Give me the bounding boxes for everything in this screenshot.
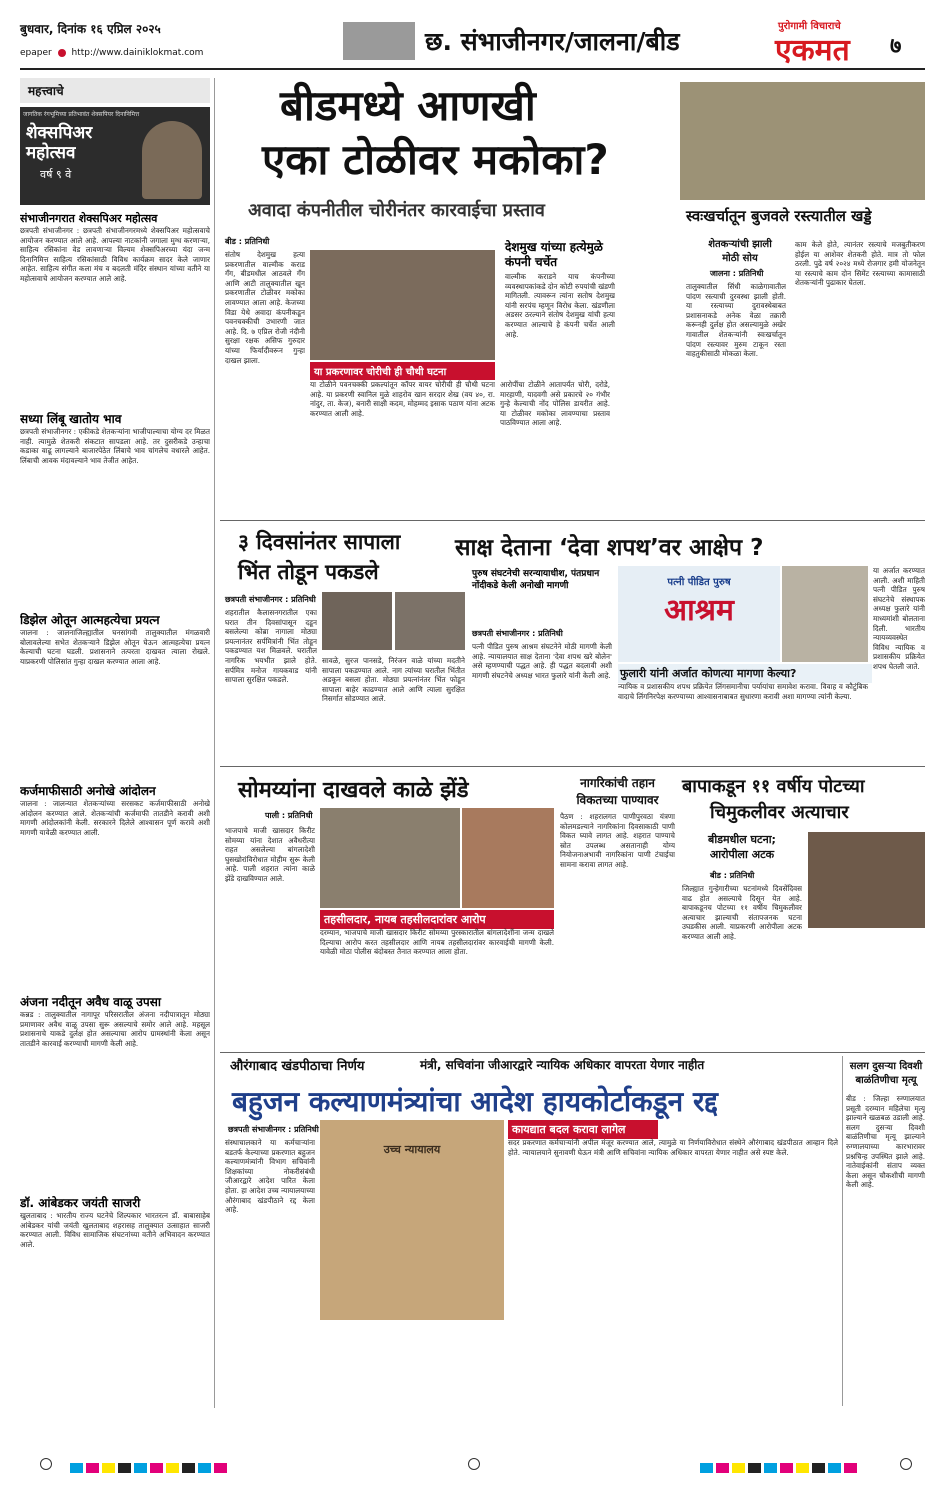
header-epaper[interactable] bbox=[20, 48, 203, 58]
pit-title-2: भिंत तोडून पकडले bbox=[238, 560, 379, 584]
lead-col-2: या टोळीने पवनचक्की प्रकल्पांतून कॉपर वायर चोरीची ही चौथी घटना आहे. या प्रकरणी स्वानिल मुळे शाहरोव खान सरदार शेख (वय ४०, रा. नांदुर, ता. केज), बनारी साक्षी कदम, मोहम्मद इसाक पठाण यांना अटक करण्यात आली आहे. bbox=[310, 380, 495, 418]
brand-tag: पुरोगामी विचाराचे bbox=[778, 21, 841, 32]
somaiya-photo-1 bbox=[320, 808, 460, 908]
epaper-label: epaper bbox=[20, 48, 52, 58]
somaiya-col-1: भाजपाचे माजी खासदार किरीट सोमय्या यांना देशात अवैधरीत्या राहत असलेल्या बांगलादेशी घुसखोरांविरोधात मोहीम सुरू केली आहे. पाली शहरात त्यांना काळे झेंडे दाखविण्यात आले. bbox=[225, 826, 315, 883]
sidebar-item-title: कर्जमाफीसाठी अनोखे आंदोलन bbox=[20, 784, 156, 798]
lead-dateline: बीड : प्रतिनिधी bbox=[225, 237, 270, 246]
road-dateline: जालना : प्रतिनिधी bbox=[710, 269, 764, 278]
bench-label: औरंगाबाद खंडपीठाचा निर्णय bbox=[230, 1059, 365, 1074]
water-title bbox=[560, 774, 675, 808]
road-sub bbox=[690, 236, 790, 264]
father-sub-2: आरोपीला अटक bbox=[709, 848, 775, 861]
shakespeare-banner bbox=[20, 107, 210, 205]
deshmukh-title: देशमुख यांच्या हत्येमुळे कंपनी चर्चेत bbox=[505, 240, 603, 269]
bench-headline: बहुजन कल्याणमंत्र्यांचा आदेश हायकोर्टाकडून रद्द bbox=[232, 1085, 718, 1118]
lead-photo-caption: या प्रकरणावर चोरीची ही चौथी घटना bbox=[310, 362, 495, 380]
death-text: बीड : जिल्हा रुग्णालयात प्रसूती दरम्यान महिलेचा मृत्यू झाल्याने खळबळ उडाली आहे. सलग दुसऱ्या दिवशी बाळंतिणीचा मृत्यू झाल्याने रुग्णालयाच्या कारभारावर प्रश्नचिन्ह उपस्थित झाले आहे. नातेवाईकांनी संताप व्यक्त केला असून चौकशीची मागणी केली आहे. bbox=[846, 1094, 925, 1190]
death-title-2: बाळंतिणीचा मृत्यू bbox=[855, 1075, 917, 1086]
section-divider-2 bbox=[220, 766, 925, 767]
sidebar-item-title: अंजना नदीतून अवैध वाळू उपसा bbox=[20, 995, 161, 1009]
ashram-sign-line-2: आश्रम bbox=[664, 593, 734, 628]
sidebar-item-text: जालना : जालनाजिल्ह्यातील घनसांगवी तालुक्यातील मंगळवारी बोलावलेल्या सभेत शेतकऱ्याने डिझेल ओतून घेऊन आत्महत्येचा प्रयत्न केल्याची घटना घडली. प्रशासनाने तत्परता दाखवत त्याला रोखले. याप्रकरणी पोलिसांत गुन्हा दाखल करण्यात आला आहे. bbox=[20, 628, 210, 666]
lead-headline-1: बीडमध्ये आणखी bbox=[280, 81, 536, 130]
lead-headline-2: एका टोळीवर मकोका? bbox=[262, 135, 609, 184]
pit-photo-2 bbox=[395, 592, 465, 650]
registration-mark-right bbox=[900, 1458, 912, 1470]
road-sub-1: शेतकऱ्यांची झाली bbox=[708, 239, 772, 250]
bench-col-1: संस्थाचालकाने या कर्मचाऱ्यांना बडतर्फ केल्याच्या प्रकरणात बहुजन कल्याणमंत्र्यांनी विभाग सचिवांनी शिक्षकांच्या नोकरीसंबंधी जीआरद्वारे आदेश पारित केला होता. हा आदेश उच्च न्यायालयाच्या औरंगाबाद खंडपीठाने रद्द केला आहे. bbox=[225, 1138, 315, 1215]
sidebar-item-5 bbox=[20, 993, 210, 1190]
sidebar-item-4 bbox=[20, 782, 210, 989]
sidebar-item-text: कन्नड : तालुक्यातील नागापूर परिसरातील अंजना नदीपात्रातून मोठ्या प्रमाणावर अवैध वाळू उपसा सुरू असल्याचे समोर आले आहे. महसूल प्रशासनाचे याकडे दुर्लक्ष होत असल्याचा आरोप ग्रामस्थांनी केला असून तातडीने कारवाई करण्याची मागणी केली आहे. bbox=[20, 1010, 210, 1048]
court-sign: उच्च न्यायालय bbox=[383, 1143, 441, 1156]
road-sub-2: मोठी सोय bbox=[722, 253, 758, 264]
ekmat-logo: एकमत bbox=[775, 33, 850, 68]
ashram-sign-photo bbox=[618, 566, 780, 662]
header-url[interactable]: http://www.dainiklokmat.com bbox=[71, 48, 204, 58]
bench-box-title: कायद्यात बदल करावा लागेल bbox=[508, 1120, 658, 1139]
oath-col-2: न्यायिक व प्रशासकीय शपथ प्रक्रियेत लिंगसमानीचा पर्यायांचा समावेश करावा. विवाह व कौटुंबिक वादाचे लिंगनिरपेक्ष करण्याच्या आश्वासनाबाबत सुधारणा करावी अशा मागण्या त्यांनी केल्या. bbox=[618, 682, 868, 701]
lead-col-1: संतोष देशमुख हत्या प्रकरणातील वाल्मीक कराड गँग, बीडमधील आठवले गँग आणि आटी तालुक्यातील खून प्रकरणातील टोळीवर मकोका लावण्यात आला आहे. केजच्या विडा येथे अवादा कंपनीकडून पवनचक्कीची उभारणी जात आहे. दि. ७ एप्रिल रोजी नंदीनी सुरक्षा रक्षक असिफ गुरुदार यांच्या फिर्यादीवरून गुन्हा दाखल झाला. bbox=[225, 250, 305, 365]
pit-dateline: छत्रपती संभाजीनगर : प्रतिनिधी bbox=[225, 595, 316, 604]
header-divider bbox=[20, 68, 925, 70]
road-photo bbox=[680, 82, 925, 200]
sidebar-label: महत्त्वाचे bbox=[20, 78, 210, 103]
bench-col-2: सदर प्रकरणात कर्मचाऱ्यांनी अपील मंजूर करण्यात आले, त्यामुळे या निर्णयाविरोधात संस्थेने औरंगाबाद खंडपीठात आव्हान दिले होते. न्यायालयाने सुनावणी घेऊन मंत्री आणि सचिवांना न्यायिक अधिकार वापरता येणार नाहीत असे स्पष्ट केले. bbox=[508, 1138, 838, 1157]
father-title-1: बापाकडून ११ वर्षीय पोटच्या bbox=[682, 776, 865, 797]
sidebar-item-3 bbox=[20, 611, 210, 778]
lead-photo bbox=[310, 250, 495, 360]
banner-title: शेक्सपिअर महोत्सव bbox=[26, 123, 93, 163]
section-divider-3 bbox=[220, 1052, 925, 1053]
registration-mark-center bbox=[468, 1458, 480, 1470]
road-title: स्वःखर्चातून बुजवले रस्त्यातील खड्डे bbox=[686, 207, 872, 225]
ashram-sign-line-1: पत्नी पीडित पुरुष bbox=[667, 577, 731, 588]
father-photo bbox=[808, 832, 925, 928]
oath-col-1: पत्नी पीडित पुरुष आश्रम संघटनेने मोठी मागणी केली आहे. न्यायालयात साक्ष देताना 'देवा शपथ खरे बोलेन' असे म्हणण्याची पद्धत आहे. ही पद्धत बदलावी अशी मागणी संघटनेचे अध्यक्ष भारत फुलारे यांनी केली आहे. bbox=[472, 642, 612, 680]
page-number: ७ bbox=[890, 34, 902, 59]
pit-col-2: सावळे, सुरज पानसडे, निरंजन वाळे यांच्या मदतीने सापाला पकडण्यात आले. नाग त्यांच्या घरातील भिंतीत अडकून बसला होता. मोठ्या प्रयत्नांनंतर भिंत फोडून सापाला बाहेर काढण्यात आले आणि त्याला सुरक्षित निसर्गात सोडण्यात आले. bbox=[322, 656, 465, 704]
registration-bar-left bbox=[70, 1458, 230, 1477]
death-title-1: सलग दुसऱ्या दिवशी bbox=[849, 1061, 923, 1072]
sidebar-item-title: डॉ. आंबेडकर जयंती साजरी bbox=[20, 1196, 141, 1210]
registration-mark-left bbox=[40, 1458, 52, 1470]
father-dateline: बीड : प्रतिनिधी bbox=[710, 871, 755, 880]
father-sub bbox=[682, 832, 802, 862]
father-sub-1: बीडमधील घटना; bbox=[708, 833, 776, 846]
edition-title: छ. संभाजीनगर/जालना/बीड bbox=[425, 27, 680, 56]
sidebar-item-text: छत्रपती संभाजीनगर : छत्रपती संभाजीनगरमध्ये शेक्सपिअर महोत्सवाचे आयोजन करण्यात आले आहे. आपल्या नाटकांनी जगाला मुग्ध करणाऱ्या, साहित्य रसिकांना वेड लावणाऱ्या विल्यम शेक्सपिअरच्या यंदा जन्म दिनानिमित्त साहित्य रसिकांसाठी विविध कार्यक्रम सादर केले जाणार आहेत. साहित्य संगीत कला मंच व बदलती मंदिर संस्थान यांच्या वतीने या महोत्सवाचे आयोजन करण्यात आले आहे. bbox=[20, 226, 210, 283]
sidebar-item-1 bbox=[20, 211, 210, 406]
bench-dateline: छत्रपती संभाजीनगर : प्रतिनिधी bbox=[228, 1125, 319, 1134]
father-text: जिल्ह्यात गुन्हेगारीच्या घटनांमध्ये दिवसेंदिवस वाढ होत असल्याचे दिसून येत आहे. बापाकडूनच पोटच्या ११ वर्षीय चिमुकलीवर अत्याचार झाल्याची संतापजनक घटना उघडकीस आली. याप्रकरणी आरोपीला अटक करण्यात आली आहे. bbox=[682, 884, 802, 941]
sidebar-divider bbox=[214, 78, 215, 1408]
registration-bar-right bbox=[700, 1458, 860, 1477]
sidebar-item-text: छत्रपती संभाजीनगर : एकीकडे शेतकऱ्यांना भाजीपाल्याचा योग्य दर मिळत नाही. त्यामुळे शेतकरी संकटात सापडला आहे. तर दुसरीकडे उन्हाचा कडाका वाढू लागल्याने बाजारपेठेत लिंबाचे भाव चांगलेच वधारले आहेत. लिंबाची आवक मंदावल्याने भाव तेजीत आहेत. bbox=[20, 427, 210, 465]
death-title bbox=[846, 1060, 926, 1088]
somaiya-dateline: पाली : प्रतिनिधी bbox=[265, 811, 313, 820]
pit-photo-1 bbox=[322, 592, 392, 650]
oath-caption: फुलारी यांनी अर्जात कोणत्या मागणा केल्या? bbox=[618, 664, 872, 683]
lead-col-3: आरोपींचा टोळीने आतापर्यंत चोरी, दरोडे, मारहाणी, यादवगी असे प्रकारचे २० गंभीर गुन्हे केल्याची नोंद पोलिस डायरीत आहे. या टोळीवर मकोका लावण्याचा प्रस्ताव पाठविण्यात आला आहे. bbox=[500, 380, 610, 428]
sidebar-item-6 bbox=[20, 1194, 210, 1361]
somaiya-caption: तहसीलदार, नायब तहसीलदारांवर आरोप bbox=[320, 910, 554, 929]
sidebar-item-text: जालना : जालन्यात शेतकऱ्यांच्या सरसकट कर्जमाफीसाठी अनोखे आंदोलन करण्यात आले. शेतकऱ्यांची कर्जमाफी तातडीने करावी अशी मागणी आंदोलकांनी केली. सरकारने दिलेले आश्वासन पूर्ण करावे अशी मागणी यावेळी करण्यात आली. bbox=[20, 799, 210, 837]
pit-col-1: शहरातील कैलासनगरातील एका घरात तीन दिवसांपासून दडून बसलेल्या कोब्रा नागाला मोठ्या प्रयत्नानंतर सर्पमित्रांनी भिंत तोडून पकडण्यात यश मिळवले. घरातील नागरिक भयभीत झाले होते. सर्पमित्र मनोज गायकवाड यांनी सापाला सुरक्षित पकडले. bbox=[225, 608, 317, 685]
epaper-icon bbox=[58, 49, 66, 57]
oath-col-3: या अर्जात करण्यात आली. अशी माहिती पत्नी पीडित पुरुष संघटनेचे संस्थापक अध्यक्ष फुलारे यांनी माध्यमांशी बोलताना दिली. भारतीय न्यायव्यवस्थेत विविध न्यायिक व प्रशासकीय प्रक्रियेत शपथ घेतली जाते. bbox=[873, 566, 925, 671]
sidebar-item-title: सध्या लिंबू खातोय भाव bbox=[20, 412, 122, 426]
sidebar-item-2 bbox=[20, 410, 210, 607]
pit-title-1: ३ दिवसांनंतर सापाला bbox=[238, 530, 401, 554]
somaiya-photo-2 bbox=[462, 808, 554, 908]
sidebar bbox=[20, 78, 210, 1408]
water-text: पैठण : शहरालगत पाणीपुरवठा यंत्रणा कोलमडल्याने नागरिकांना दिवसाकाठी पाणी विकत घ्यावे लागत आहे. शहरात पाण्याचे स्रोत उपलब्ध असतानाही योग्य नियोजनाअभावी नागरिकांना पाणी टंचाईचा सामना करावा लागत आहे. bbox=[560, 812, 675, 869]
edition-photo-strip bbox=[343, 22, 415, 60]
death-divider bbox=[842, 1056, 843, 1406]
somaiya-title: सोमय्यांना दाखवले काळे झेंडे bbox=[238, 778, 469, 803]
shakespeare-portrait bbox=[142, 121, 202, 199]
water-title-1: नागरिकांची तहान bbox=[580, 776, 655, 790]
header-date: बुधवार, दिनांक १६ एप्रिल २०२५ bbox=[20, 22, 161, 36]
deshmukh-text: वाल्मीक कराडने याच कंपनीच्या व्यवस्थापकांकडे दोन कोटी रुपयांची खंडणी मागितली. त्यावरून त्यांना सतोष देशमुख यांनी सरपंच म्हणून विरोध केला. खंडणीला अडसर ठरल्याने संतोष देशमुख यांची हत्या करण्यात आल्याचे हे कंपनी चर्चेत आली आहे. bbox=[505, 272, 615, 339]
oath-dateline: छत्रपती संभाजीनगर : प्रतिनिधी bbox=[472, 629, 563, 638]
water-title-2: विकतच्या पाण्यावर bbox=[576, 793, 659, 807]
sidebar-item-text: खुलताबाद : भारतीय राज्य घटनेचे शिल्पकार भारतरत्न डॉ. बाबासाहेब आंबेडकर यांची जयंती खुलताबाद शहरासह तालुक्यात उत्साहात साजरी करण्यात आली. विविध सामाजिक संघटनांच्या वतीने अभिवादन करण्यात आले. bbox=[20, 1211, 210, 1249]
oath-title: साक्ष देताना ‘देवा शपथ’वर आक्षेप ? bbox=[455, 535, 764, 561]
father-title-2: चिमुकलीवर अत्याचार bbox=[710, 802, 849, 823]
sidebar-item-title: डिझेल ओतून आत्महत्येचा प्रयत्न bbox=[20, 613, 160, 627]
road-col-1: तालुक्यातील सिंधी काळेगावातील पांदण रस्त्याची दुरवस्था झाली होती. या रस्त्याच्या दुरावस्थेबाबत प्रशासनाकडे अनेक वेळा तक्रारी करूनही दुर्लक्ष होत असल्यामुळे अखेर गावातील शेतकऱ्यांनी स्वःखर्चातून पांदण रस्त्यावर मुरुम टाकून रस्ता वाहतुकीसाठी मोकळा केला. bbox=[686, 282, 786, 359]
lead-subhead: अवादा कंपनीतील चोरीनंतर कारवाईचा प्रस्ताव bbox=[248, 200, 545, 221]
sidebar-item-title: संभाजीनगरात शेक्सपिअर महोत्सव bbox=[20, 212, 158, 225]
somaiya-col-2: दरम्यान, भाजपाचे माजी खासदार किरीट सोमय्या पुरस्कारातील बांगलादेशींना जन्म दाखले दिल्याचा आरोप करत तहसीलदार आणि नायब तहसीलदारांवर कारवाईची मागणी केली. यावेळी मोठा पोलीस बंदोबस्त तैनात करण्यात आला होता. bbox=[320, 928, 554, 957]
banner-sub: वर्ष ९ वे bbox=[40, 168, 72, 181]
bench-strap: मंत्री, सचिवांना जीआरद्वारे न्यायिक अधिकार वापरता येणार नाहीत bbox=[420, 1058, 705, 1072]
road-col-2: काम केले होते, त्यानंतर रस्त्याचे मजबुतीकरण होईल या आशेवर शेतकरी होते. मात्र तो फोल ठरली. पुढे वर्ष २०२४ मध्ये रोजगार हमी योजनेतून या रस्त्याचे काम दोन सिमेंट रस्त्याच्या कामासाठी शेतकऱ्यांनी पुढाकार घेतला. bbox=[795, 240, 925, 288]
oath-sub: पुरुष संघटनेची सरन्यायाधीश, पंतप्रधान नोंदीकडे केली अनोखी मागणी bbox=[472, 569, 600, 591]
banner-top: जागतिक रंगभूमिच्या प्रतिभावंत शेक्सपियर दिनानिमित्त bbox=[23, 111, 140, 118]
section-divider-1 bbox=[220, 520, 925, 521]
ashram-building-photo bbox=[782, 566, 868, 662]
court-photo bbox=[320, 1120, 504, 1320]
